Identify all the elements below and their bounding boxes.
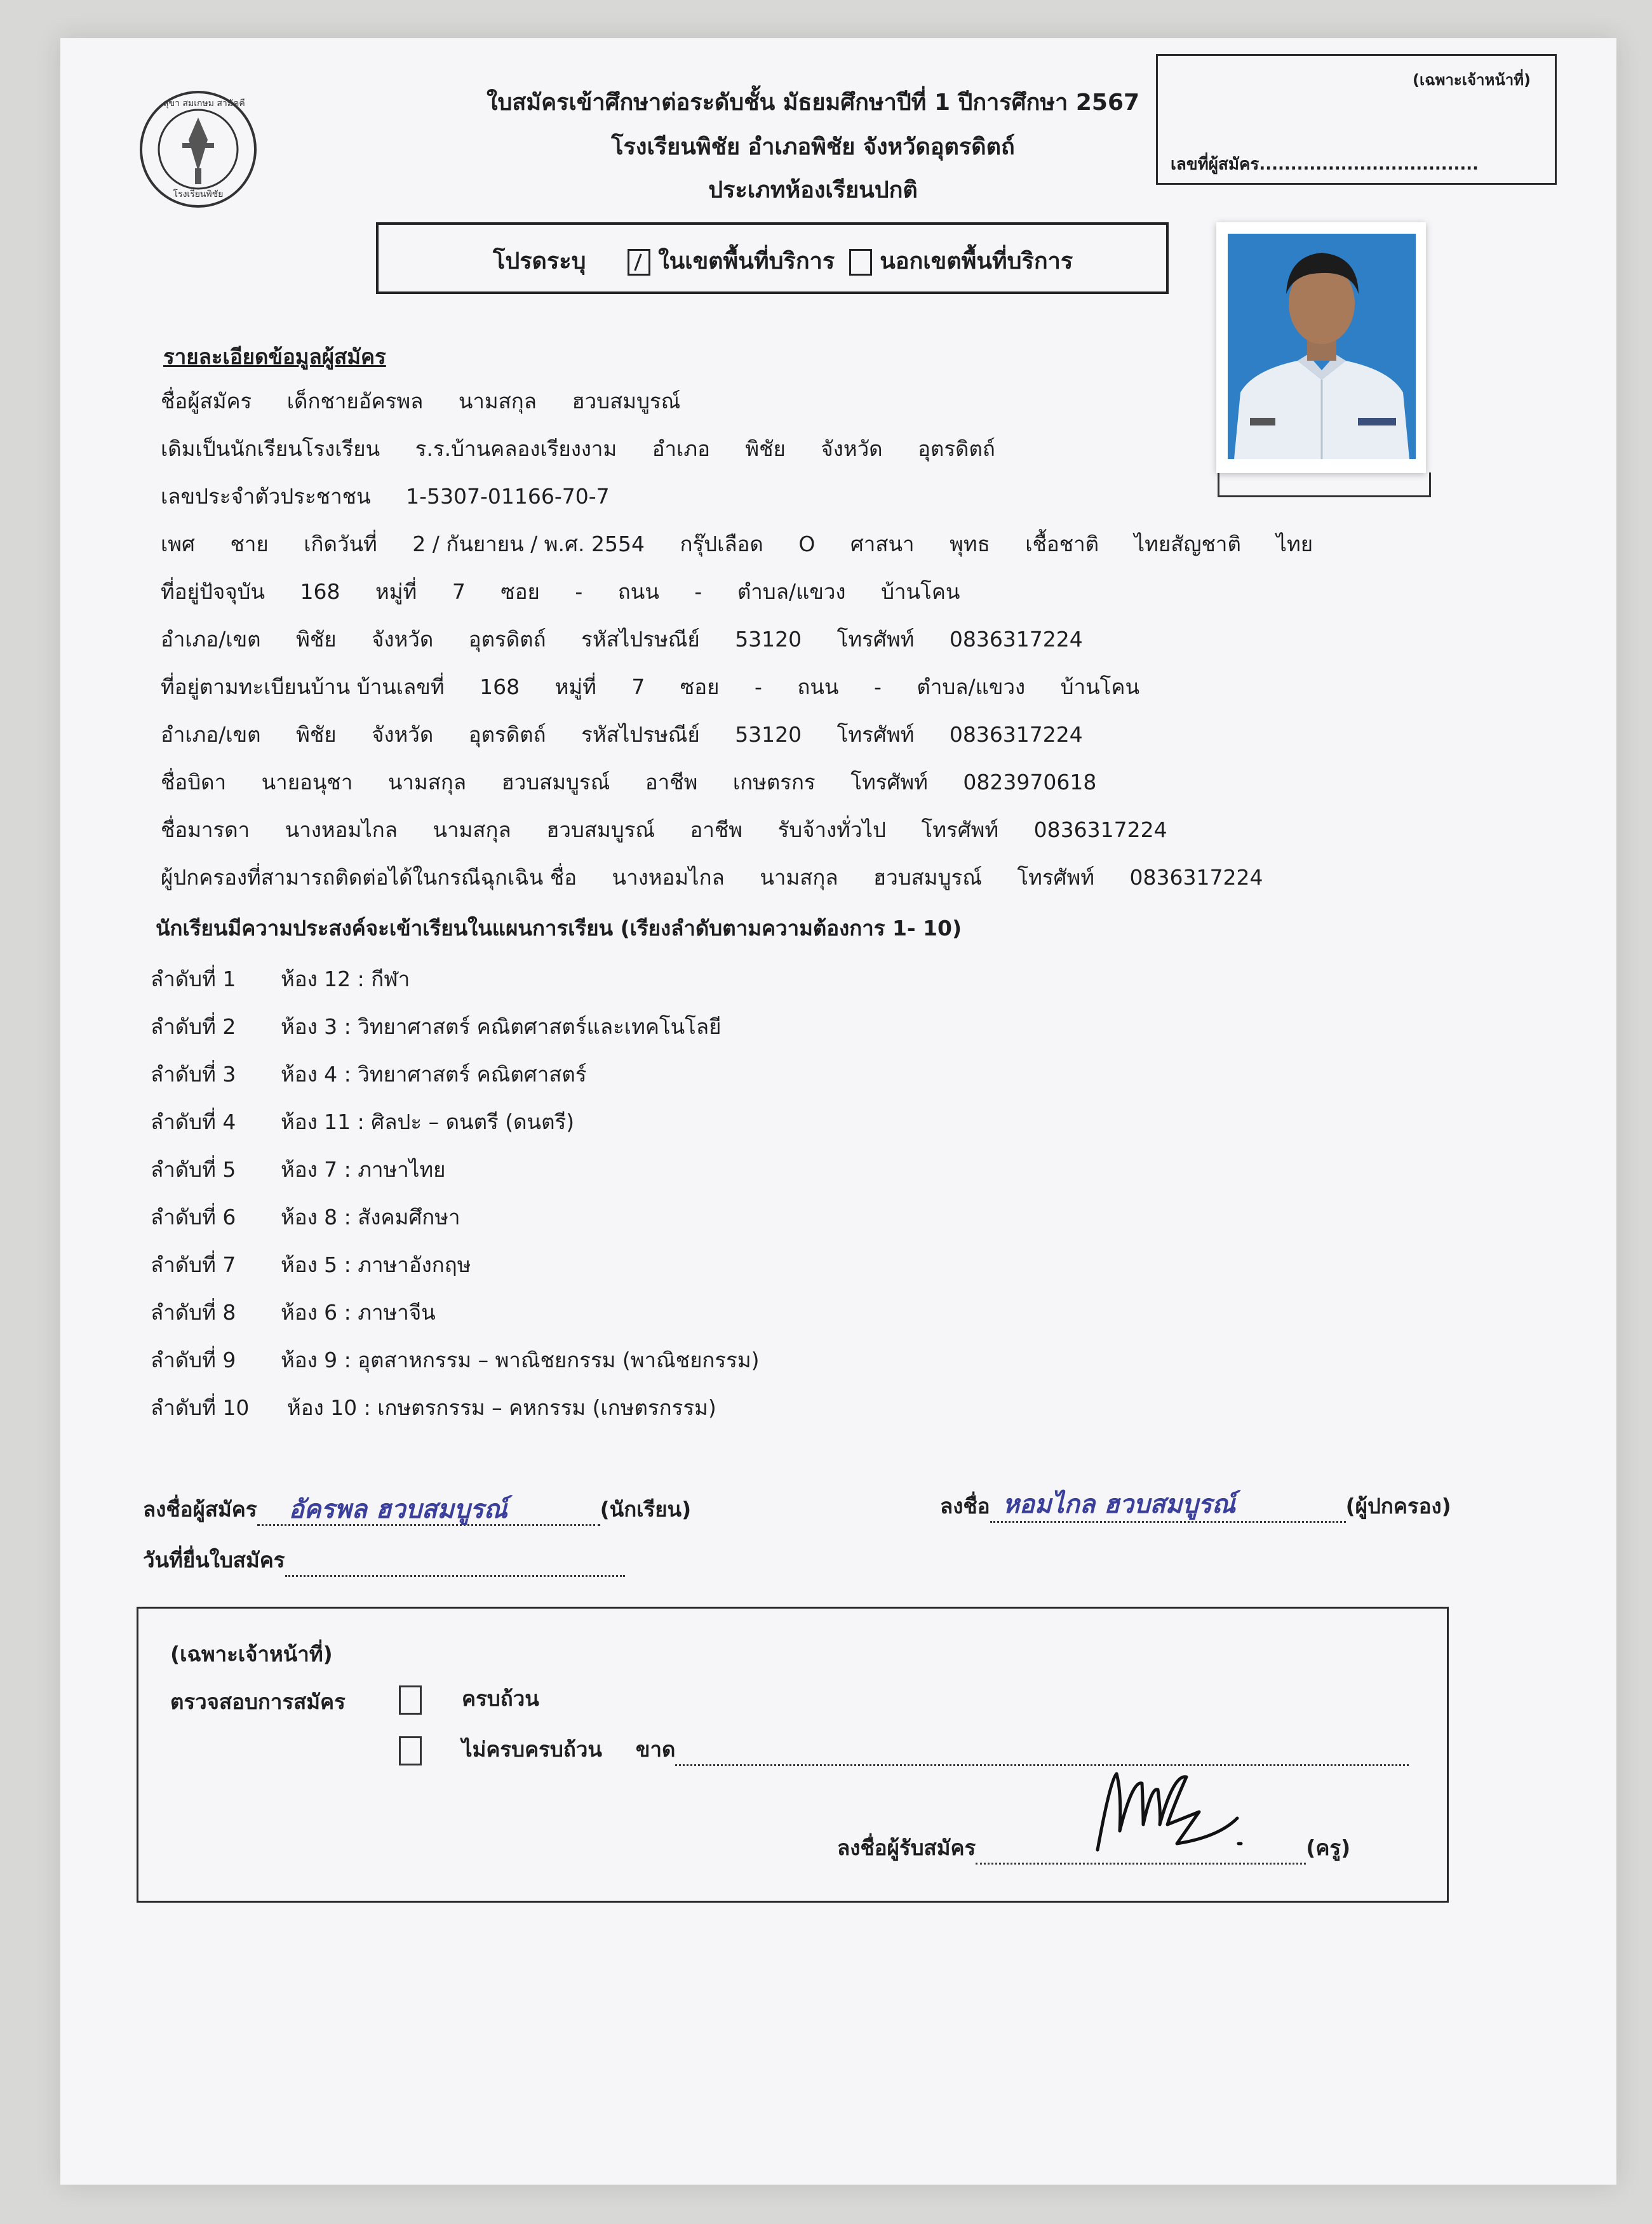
- father-label: ชื่อบิดา: [161, 770, 227, 794]
- dob-label: เกิดวันที่: [304, 532, 377, 556]
- personal-row: [161, 527, 1313, 561]
- complete-option: [399, 1682, 539, 1715]
- district-label: อำเภอ: [652, 436, 710, 461]
- applicant-signature: อัครพล ฮวบสมบูรณ์: [288, 1494, 507, 1524]
- details-section-title: รายละเอียดข้อมูลผู้สมัคร: [163, 344, 386, 369]
- submission-date-label: วันที่ยื่นใบสมัคร: [143, 1548, 285, 1572]
- dob-value: 2 / กันยายน / พ.ศ. 2554: [412, 532, 645, 556]
- preference-item: [151, 1057, 587, 1091]
- father-occupation-value: เกษตรกร: [732, 770, 816, 794]
- preference-room: ห้อง 7 : ภาษาไทย: [281, 1157, 446, 1182]
- preference-rank: ลำดับที่ 5: [151, 1157, 236, 1182]
- reg-subdistrict-value: บ้านโคน: [1060, 674, 1140, 699]
- mother-phone-label: โทรศัพท์: [921, 817, 999, 842]
- mother-name-value: นางหอมไกล: [285, 817, 398, 842]
- id-row: [161, 479, 610, 513]
- preference-room: ห้อง 6 : ภาษาจีน: [281, 1300, 436, 1325]
- reg-subdistrict-label: ตำบล/แขวง: [917, 674, 1026, 699]
- religion-value: พุทธ: [950, 532, 990, 556]
- phone-value: 0836317224: [949, 627, 1083, 652]
- preference-room: ห้อง 3 : วิทยาศาสตร์ คณิตศาสตร์และเทคโนโลยี: [281, 1014, 722, 1039]
- application-form: [60, 38, 1616, 2185]
- applicant-role-label: (นักเรียน): [600, 1497, 692, 1522]
- area-choice-row: [493, 243, 1073, 279]
- preference-room: ห้อง 11 : ศิลปะ – ดนตรี (ดนตรี): [281, 1109, 575, 1134]
- former-school-row: [161, 432, 995, 466]
- applicant-signature-field[interactable]: [257, 1494, 600, 1526]
- reg-moo-value: 7: [631, 674, 645, 699]
- house-no-value: 168: [300, 579, 340, 604]
- father-phone-value: 0823970618: [963, 770, 1097, 794]
- preference-item: [151, 1200, 460, 1234]
- applicant-number-field[interactable]: เลขที่ผู้สมัคร...................................: [1171, 155, 1479, 174]
- nationality-value: ไทย: [1276, 532, 1313, 556]
- preference-room: ห้อง 10 : เกษตรกรรม – คหกรรม (เกษตรกรรม): [287, 1395, 716, 1420]
- applicant-name-row: [161, 384, 680, 418]
- father-occupation-label: อาชีพ: [645, 770, 698, 794]
- preference-item: [151, 1010, 721, 1043]
- applicant-signature-row: [143, 1492, 691, 1526]
- former-school-label: เดิมเป็นนักเรียนโรงเรียน: [161, 436, 380, 461]
- registered-address-label: ที่อยู่ตามทะเบียนบ้าน บ้านเลขที่: [161, 674, 445, 699]
- preference-item: [151, 1248, 471, 1282]
- out-area-checkbox[interactable]: [849, 249, 872, 276]
- father-row: [161, 765, 1096, 799]
- preference-rank: ลำดับที่ 4: [151, 1109, 236, 1134]
- receiver-role-label: (ครู): [1306, 1835, 1351, 1860]
- registered-address-row-2: [161, 718, 1083, 751]
- road-value: -: [694, 579, 702, 604]
- reg-postcode-value: 53120: [735, 722, 802, 747]
- submission-date-row: [143, 1543, 625, 1577]
- reg-house-no-value: 168: [480, 674, 520, 699]
- province-value: อุตรดิตถ์: [918, 436, 995, 461]
- guardian-name-value: นางหอมไกล: [612, 865, 725, 890]
- id-value: 1-5307-01166-70-7: [406, 484, 610, 509]
- class-type: ประเภทห้องเรียนปกติ: [708, 177, 918, 203]
- receiver-signature-label: ลงชื่อผู้รับสมัคร: [837, 1835, 976, 1860]
- reg-soi-value: -: [754, 674, 762, 699]
- moo-label: หมู่ที่: [375, 579, 417, 604]
- preference-item: [151, 962, 410, 996]
- mother-phone-value: 0836317224: [1033, 817, 1167, 842]
- former-school-value: ร.ร.บ้านคลองเรียงงาม: [415, 436, 617, 461]
- amphoe-value: พิชัย: [296, 627, 337, 652]
- reg-province-label: จังหวัด: [372, 722, 434, 747]
- guardian-signature-field[interactable]: [990, 1489, 1346, 1523]
- preference-rank: ลำดับที่ 2: [151, 1014, 236, 1039]
- area-prompt: โปรดระบุ: [493, 248, 586, 274]
- road-label: ถนน: [617, 579, 659, 604]
- preference-item: [151, 1391, 716, 1424]
- reg-phone-value: 0836317224: [949, 722, 1083, 747]
- office-use-box: [1156, 54, 1557, 185]
- in-area-label: ในเขตพื้นที่บริการ: [658, 248, 835, 274]
- district-value: พิชัย: [745, 436, 786, 461]
- guardian-phone-label: โทรศัพท์: [1017, 865, 1095, 890]
- blood-value: O: [798, 532, 816, 556]
- guardian-role-label: (ผู้ปกครอง): [1345, 1494, 1451, 1518]
- ethnicity-value: ไทยสัญชาติ: [1134, 532, 1241, 556]
- blood-label: กรุ๊ปเลือด: [680, 532, 763, 556]
- postcode-label: รหัสไปรษณีย์: [581, 627, 700, 652]
- guardian-phone-value: 0836317224: [1129, 865, 1263, 890]
- reg-moo-label: หมู่ที่: [554, 674, 596, 699]
- province-value-2: อุตรดิตถ์: [468, 627, 546, 652]
- school-name: โรงเรียนพิชัย อำเภอพิชัย จังหวัดอุตรดิตถ์: [611, 134, 1015, 160]
- father-phone-label: โทรศัพท์: [850, 770, 928, 794]
- preference-item: [151, 1296, 436, 1329]
- staff-use-box: [137, 1607, 1449, 1903]
- mother-label: ชื่อมารดา: [161, 817, 250, 842]
- applicant-name-value: เด็กชายอัครพล: [286, 389, 424, 413]
- preference-room: ห้อง 12 : กีฬา: [281, 967, 410, 991]
- reg-road-label: ถนน: [797, 674, 839, 699]
- moo-value: 7: [452, 579, 466, 604]
- guardian-label: ผู้ปกครองที่สามารถติดต่อได้ในกรณีฉุกเฉิน ชื่อ: [161, 865, 577, 890]
- current-address-label: ที่อยู่ปัจจุบัน: [161, 579, 265, 604]
- preference-room: ห้อง 9 : อุตสาหกรรม – พาณิชยกรรม (พาณิชยกรรม): [281, 1348, 760, 1372]
- province-label: จังหวัด: [821, 436, 883, 461]
- sex-label: เพศ: [161, 532, 195, 556]
- staff-use-title: (เฉพาะเจ้าหน้าที่): [170, 1642, 333, 1666]
- applicant-photo: [1216, 222, 1426, 473]
- mother-row: [161, 813, 1167, 847]
- guardian-signature-label: ลงชื่อ: [940, 1494, 990, 1518]
- out-area-label: นอกเขตพื้นที่บริการ: [880, 248, 1073, 274]
- photo-image: [1228, 234, 1416, 459]
- service-area-choice: [376, 222, 1169, 294]
- subdistrict-value: บ้านโคน: [881, 579, 960, 604]
- soi-value: -: [575, 579, 583, 604]
- registered-address-row: [161, 670, 1139, 704]
- receiver-signature-scribble: [1072, 1755, 1263, 1863]
- submission-date-field[interactable]: [285, 1556, 625, 1577]
- preference-rank: ลำดับที่ 6: [151, 1205, 236, 1229]
- preference-room: ห้อง 5 : ภาษาอังกฤษ: [281, 1252, 471, 1277]
- mother-occupation-value: รับจ้างทั่วไป: [777, 817, 886, 842]
- father-surname-label: นามสกุล: [387, 770, 467, 794]
- guardian-signature-row: [940, 1489, 1451, 1523]
- reg-phone-label: โทรศัพท์: [836, 722, 915, 747]
- missing-items-field[interactable]: [675, 1745, 1409, 1766]
- amphoe-label: อำเภอ/เขต: [161, 627, 261, 652]
- photo-frame-shadow: [1218, 472, 1431, 497]
- mother-surname-value: ฮวบสมบูรณ์: [546, 817, 655, 842]
- reg-amphoe-value: พิชัย: [296, 722, 337, 747]
- subdistrict-label: ตำบล/แขวง: [737, 579, 846, 604]
- current-address-row-2: [161, 622, 1083, 656]
- sex-value: ชาย: [230, 532, 269, 556]
- phone-label: โทรศัพท์: [836, 627, 915, 652]
- surname-label: นามสกุล: [458, 389, 537, 413]
- reg-road-value: -: [873, 674, 882, 699]
- province-label-2: จังหวัด: [372, 627, 434, 652]
- surname-value: ฮวบสมบูรณ์: [572, 389, 681, 413]
- father-name-value: นายอนุชา: [261, 770, 353, 794]
- guardian-signature: หอมไกล ฮวบสมบูรณ์: [1002, 1489, 1236, 1519]
- missing-label: ขาด: [635, 1737, 676, 1762]
- guardian-surname-label: นามสกุล: [760, 865, 838, 890]
- incomplete-label: ไม่ครบครบถ้วน: [462, 1737, 602, 1762]
- preference-rank: ลำดับที่ 8: [151, 1300, 236, 1325]
- complete-checkbox[interactable]: [399, 1685, 422, 1715]
- incomplete-checkbox[interactable]: [399, 1736, 422, 1765]
- religion-label: ศาสนา: [850, 532, 915, 556]
- preference-item: [151, 1105, 574, 1139]
- applicant-name-label: ชื่อผู้สมัคร: [161, 389, 252, 413]
- preference-rank: ลำดับที่ 3: [151, 1062, 236, 1087]
- mother-occupation-label: อาชีพ: [690, 817, 743, 842]
- guardian-surname-value: ฮวบสมบูรณ์: [873, 865, 982, 890]
- logo-text-bottom: โรงเรียนพิชัย: [173, 189, 224, 199]
- preference-rank: ลำดับที่ 10: [151, 1395, 250, 1420]
- mother-surname-label: นามสกุล: [433, 817, 511, 842]
- ethnicity-label: เชื้อชาติ: [1025, 532, 1099, 556]
- reg-soi-label: ซอย: [680, 674, 720, 699]
- soi-label: ซอย: [500, 579, 540, 604]
- reg-postcode-label: รหัสไปรษณีย์: [581, 722, 700, 747]
- preference-room: ห้อง 8 : สังคมศึกษา: [281, 1205, 460, 1229]
- reg-amphoe-label: อำเภอ/เขต: [161, 722, 261, 747]
- guardian-row: [161, 861, 1263, 894]
- logo-text-top: สุขา สมเกษม สามัคคี: [163, 98, 245, 109]
- preference-item: [151, 1153, 446, 1186]
- office-use-label: (เฉพาะเจ้าหน้าที่): [1413, 71, 1531, 89]
- current-address-row: [161, 575, 960, 608]
- preference-rank: ลำดับที่ 7: [151, 1252, 236, 1277]
- preference-rank: ลำดับที่ 9: [151, 1348, 236, 1372]
- postcode-value: 53120: [735, 627, 802, 652]
- applicant-signature-label: ลงชื่อผู้สมัคร: [143, 1497, 257, 1522]
- preference-item: [151, 1343, 759, 1377]
- student-portrait: [1228, 234, 1416, 459]
- id-label: เลขประจำตัวประชาชน: [161, 484, 371, 509]
- preference-room: ห้อง 4 : วิทยาศาสตร์ คณิตศาสตร์: [281, 1062, 587, 1087]
- father-surname-value: ฮวบสมบูรณ์: [501, 770, 610, 794]
- preference-rank: ลำดับที่ 1: [151, 967, 236, 991]
- reg-province-value: อุตรดิตถ์: [468, 722, 546, 747]
- complete-label: ครบถ้วน: [462, 1686, 539, 1711]
- preferences-title: นักเรียนมีความประสงค์จะเข้าเรียนในแผนการเรียน (เรียงลำดับตามความต้องการ 1- 10): [156, 916, 962, 941]
- verification-label: ตรวจสอบการสมัคร: [170, 1689, 346, 1714]
- in-area-checkbox[interactable]: [628, 249, 650, 276]
- form-title: ใบสมัครเข้าศึกษาต่อระดับชั้น มัธยมศึกษาปีที่ 1 ปีการศึกษา 2567: [486, 90, 1140, 116]
